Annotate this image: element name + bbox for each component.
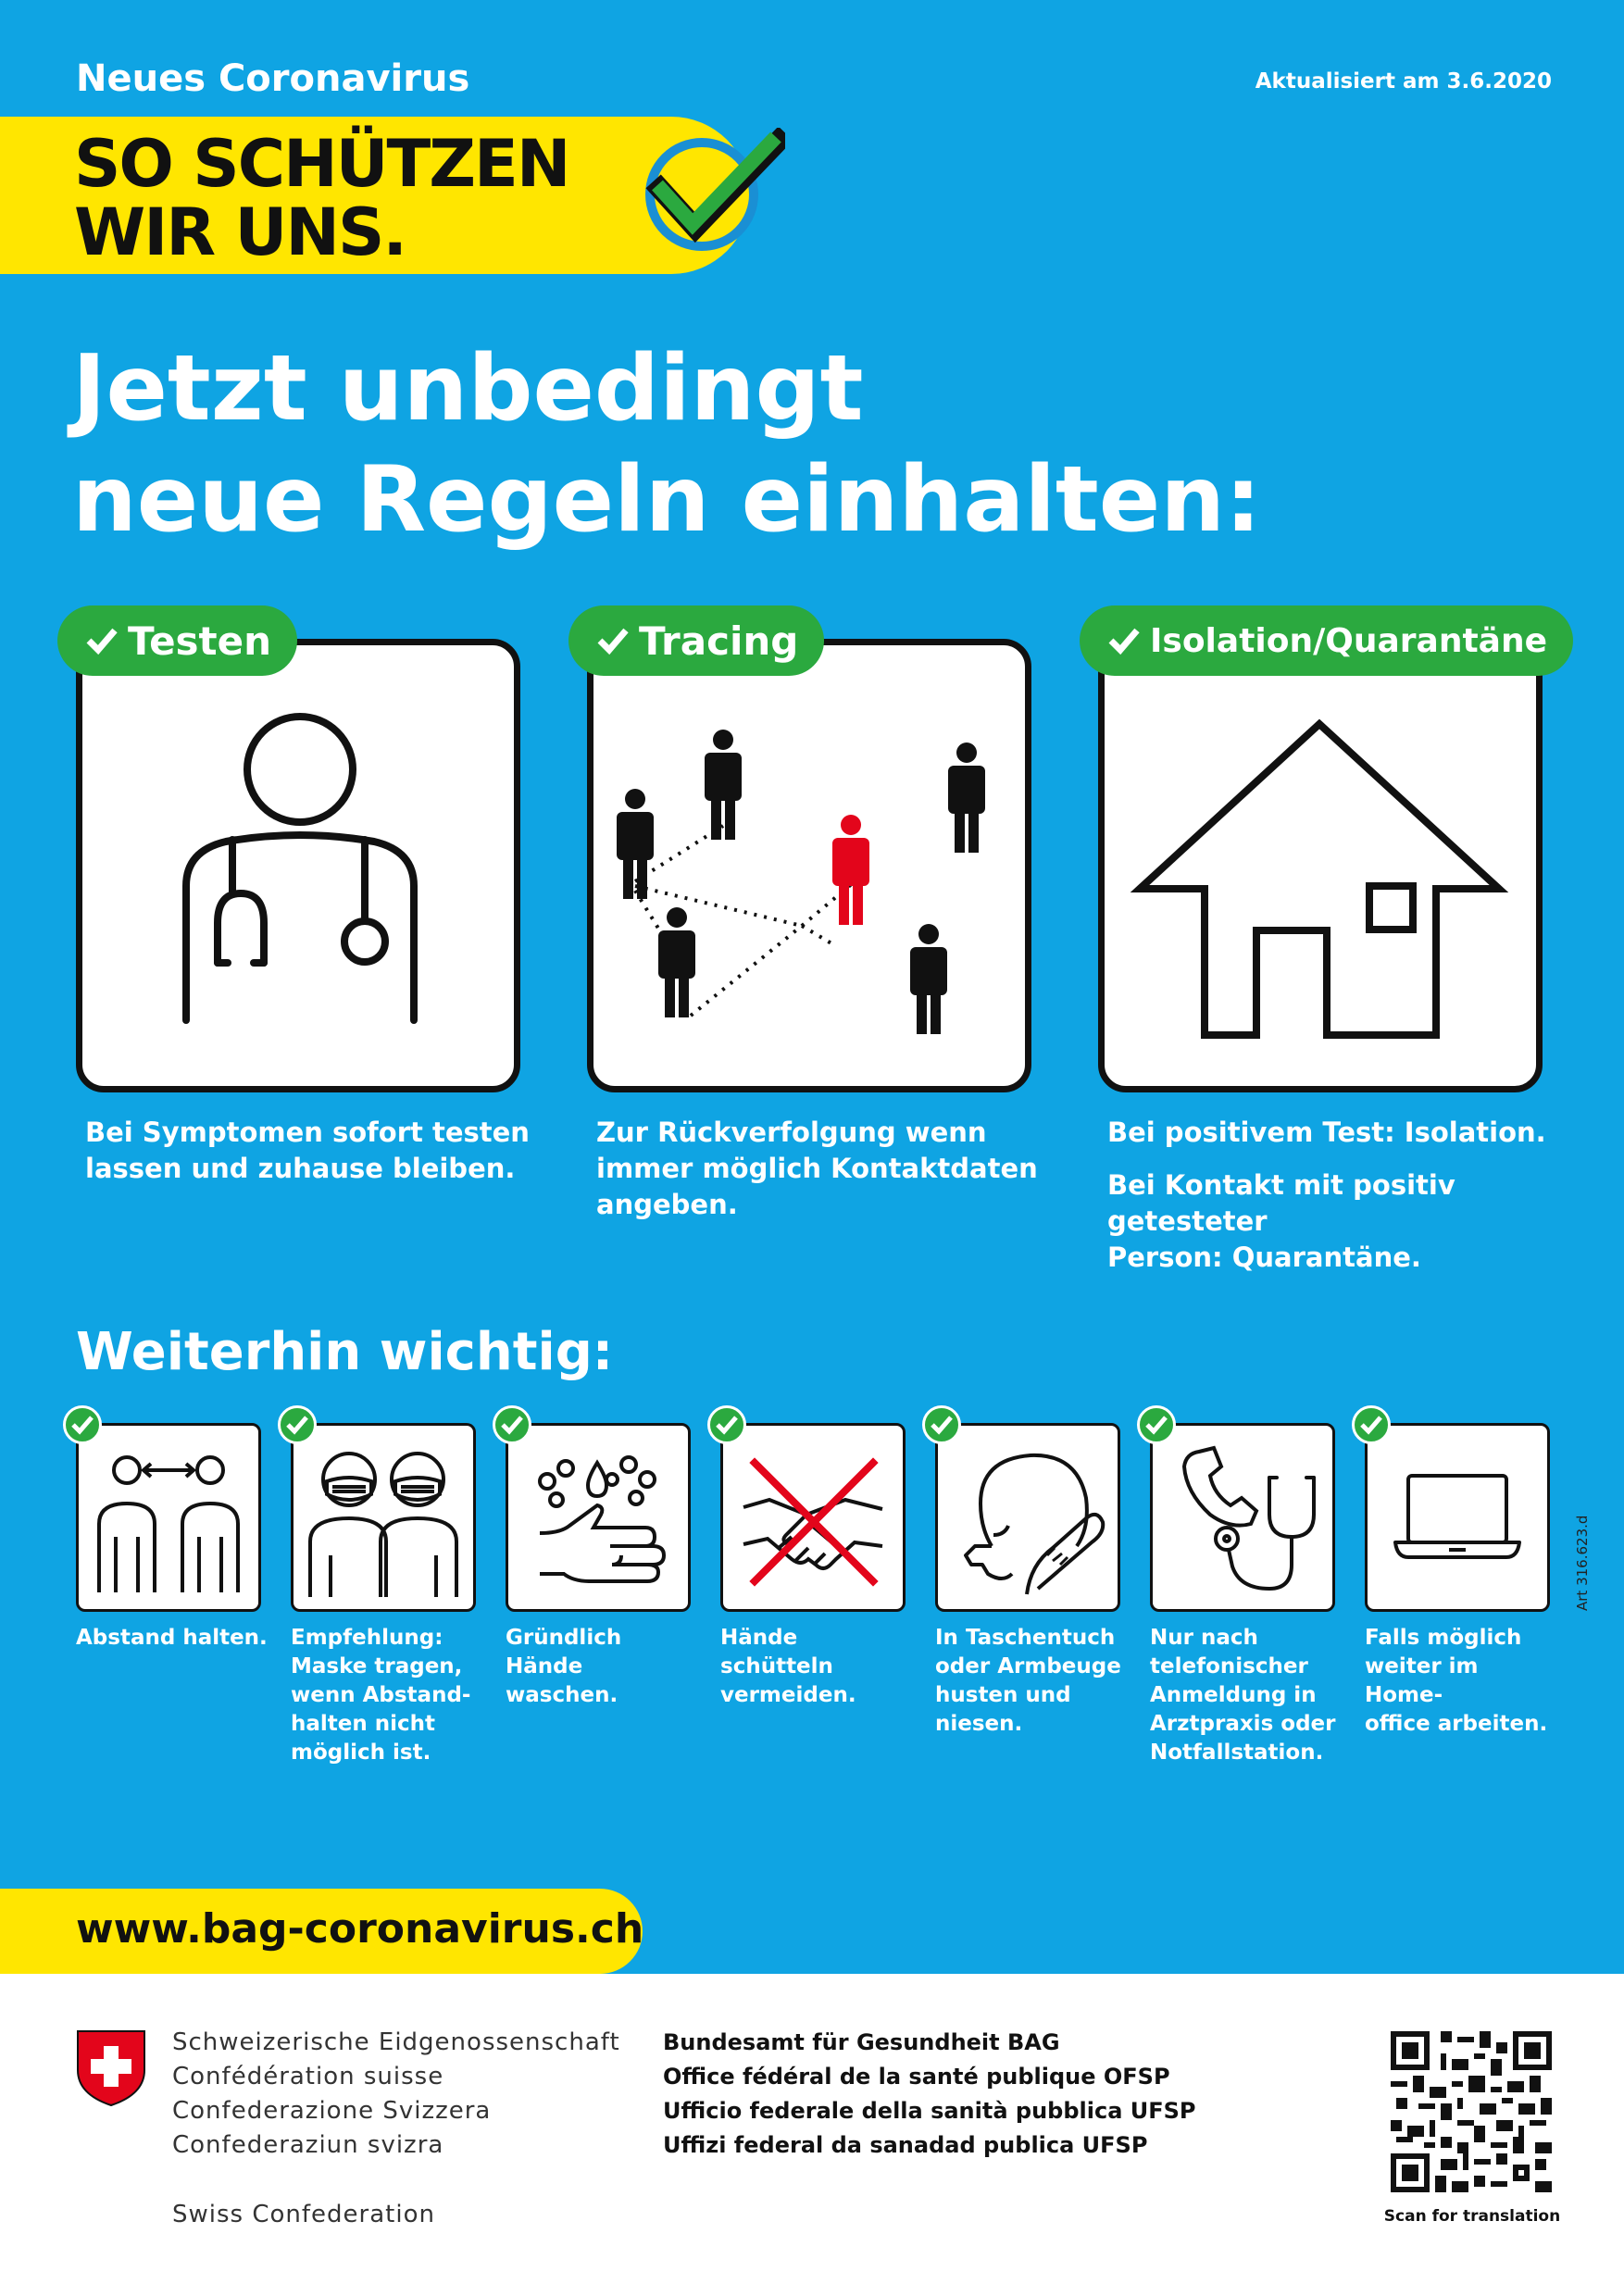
qr-label: Scan for translation [1383, 2207, 1561, 2226]
testen-card [76, 639, 520, 1092]
laptop-card [1365, 1423, 1550, 1612]
isolation-desc-line: Bei positivem Test: Isolation. [1107, 1117, 1546, 1148]
sneeze-elbow-icon [938, 1426, 1118, 1609]
measure-line: telefonischer [1150, 1654, 1308, 1678]
handwash-icon [508, 1426, 688, 1609]
isolation-card [1098, 639, 1543, 1092]
measure-line: vermeiden. [720, 1683, 856, 1707]
office-line: Bundesamt für Gesundheit BAG [663, 2029, 1060, 2055]
measure-line: oder Armbeuge [935, 1654, 1121, 1678]
measure-line: In Taschentuch [935, 1626, 1116, 1650]
check-icon [85, 626, 119, 655]
updated-date: Aktualisiert am 3.6.2020 [1255, 69, 1552, 94]
tracing-description [596, 1115, 1038, 1223]
circle-check-icon [637, 128, 785, 257]
secondary-heading: Weiterhin wichtig: [76, 1322, 614, 1382]
phone-stethoscope-card [1150, 1423, 1335, 1612]
check-badge [707, 1405, 746, 1444]
measure-line: Arztpraxis oder [1150, 1712, 1336, 1736]
check-icon [281, 1408, 314, 1441]
check-badge [922, 1405, 961, 1444]
testen-desc-line: Bei Symptomen sofort testen [85, 1117, 530, 1148]
measure-line: Notfallstation. [1150, 1741, 1324, 1765]
main-headline [72, 333, 1261, 555]
swiss-shield-icon [76, 2029, 146, 2107]
check-badge [493, 1405, 531, 1444]
quarantine-desc-line: Bei Kontakt mit positiv getesteter [1107, 1169, 1455, 1237]
measure-text-masks [291, 1624, 485, 1767]
masks-icon [294, 1426, 473, 1609]
measure-line: Empfehlung: [291, 1626, 443, 1650]
measure-line: Nur nach [1150, 1626, 1258, 1650]
headline-line-1: Jetzt unbedingt [72, 336, 864, 442]
measure-line: Maske tragen, [291, 1654, 463, 1678]
isolation-label-pill [1080, 605, 1573, 676]
check-icon [925, 1408, 958, 1441]
measure-line: halten nicht [291, 1712, 436, 1736]
measure-line: Hände schütteln [720, 1626, 833, 1678]
measure-line: husten und [935, 1683, 1071, 1707]
masks-card [291, 1423, 476, 1612]
distance-card [76, 1423, 261, 1612]
check-badge [63, 1405, 102, 1444]
office-names [663, 2026, 1196, 2163]
distance-icon [79, 1426, 258, 1609]
phone-stethoscope-icon [1153, 1426, 1332, 1609]
testen-desc-line: lassen und zuhause bleiben. [85, 1153, 516, 1184]
sneeze-elbow-card [935, 1423, 1120, 1612]
laptop-icon [1368, 1426, 1547, 1609]
confederation-line: Confederaziun svizra [172, 2131, 444, 2159]
testen-description [85, 1115, 530, 1187]
confederation-line: Schweizerische Eidgenossenschaft [172, 2028, 620, 2056]
doctor-icon [82, 645, 514, 1086]
banner-line-1: SO SCHÜTZEN [74, 126, 569, 202]
check-icon [596, 626, 630, 655]
measure-line: Abstand halten. [76, 1626, 268, 1650]
no-handshake-card [720, 1423, 906, 1612]
tracing-card [587, 639, 1031, 1092]
confederation-line: Confédération suisse [172, 2063, 444, 2090]
swiss-confederation: Swiss Confederation [172, 2201, 435, 2228]
article-number: Art 316.623.d [1574, 1515, 1591, 1611]
measure-text-phone [1150, 1624, 1344, 1767]
check-icon [1140, 1408, 1173, 1441]
check-icon [1107, 626, 1141, 655]
check-badge [1137, 1405, 1176, 1444]
isolation-description [1107, 1115, 1624, 1276]
check-icon [495, 1408, 529, 1441]
handwash-card [506, 1423, 691, 1612]
measure-line: office arbeiten. [1365, 1712, 1548, 1736]
measure-line: waschen. [506, 1683, 618, 1707]
check-icon [1355, 1408, 1388, 1441]
office-line: Office fédéral de la santé publique OFSP [663, 2064, 1170, 2090]
office-line: Uffizi federal da sanadad publica UFSP [663, 2132, 1148, 2158]
measure-line: Falls möglich [1365, 1626, 1522, 1650]
measure-text-homeoffice [1365, 1624, 1559, 1739]
testen-label-pill [57, 605, 297, 676]
measure-line: Anmeldung in [1150, 1683, 1317, 1707]
headline-line-2: neue Regeln einhalten: [72, 447, 1262, 553]
measure-text-handwash [506, 1624, 700, 1710]
no-handshake-icon [723, 1426, 903, 1609]
tracing-label-pill [568, 605, 824, 676]
tracing-label: Tracing [639, 618, 799, 664]
quarantine-desc-line: Person: Quarantäne. [1107, 1242, 1421, 1273]
tracing-desc-line: angeben. [596, 1189, 738, 1220]
isolation-label: Isolation/Quarantäne [1150, 621, 1547, 660]
measure-line: Gründlich Hände [506, 1626, 622, 1678]
measure-text-handshake [720, 1624, 915, 1710]
measure-line: wenn Abstand- [291, 1683, 471, 1707]
check-badge [1352, 1405, 1391, 1444]
banner-title [74, 126, 569, 270]
website-link[interactable]: www.bag-coronavirus.ch [76, 1905, 644, 1953]
house-icon [1105, 645, 1536, 1086]
measure-text-distance [76, 1624, 270, 1653]
contact-network-icon [593, 645, 1025, 1086]
banner-line-2: WIR UNS. [74, 194, 406, 270]
kicker-text: Neues Coronavirus [76, 57, 470, 100]
confederation-names [172, 2026, 620, 2163]
check-icon [710, 1408, 743, 1441]
tracing-desc-line: immer möglich Kontaktdaten [596, 1153, 1038, 1184]
check-badge [278, 1405, 317, 1444]
tracing-desc-line: Zur Rückverfolgung wenn [596, 1117, 987, 1148]
measure-text-sneeze [935, 1624, 1130, 1739]
qr-code-icon[interactable] [1391, 2031, 1552, 2192]
office-line: Ufficio federale della sanità pubblica UFSP [663, 2098, 1196, 2124]
testen-label: Testen [128, 618, 272, 664]
confederation-line: Confederazione Svizzera [172, 2097, 492, 2125]
check-icon [66, 1408, 99, 1441]
measure-line: möglich ist. [291, 1741, 431, 1765]
measure-line: niesen. [935, 1712, 1023, 1736]
measure-line: weiter im Home- [1365, 1654, 1479, 1707]
